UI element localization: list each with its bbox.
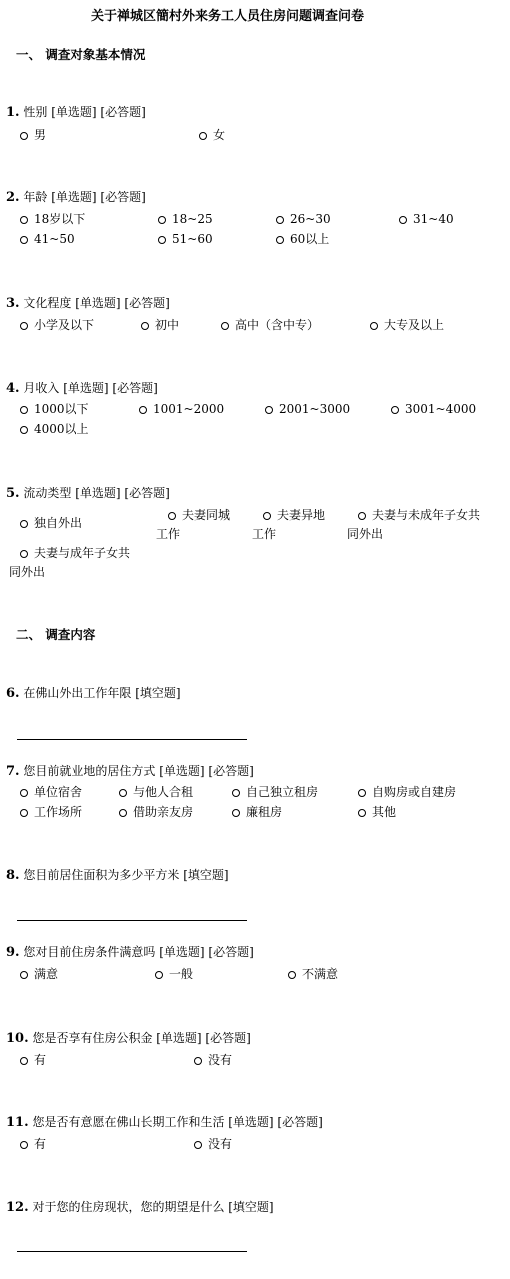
question-number: 2. xyxy=(6,190,20,205)
q2-option-2[interactable]: 18~25 xyxy=(158,212,213,226)
question-text: 您目前就业地的居住方式 [单选题] [必答题] xyxy=(19,764,254,778)
q5-option-minor-children-cont: 同外出 xyxy=(347,527,384,541)
radio-icon xyxy=(20,971,28,979)
radio-icon xyxy=(232,789,240,797)
question-text: 您目前居住面积为多少平方米 [填空题] xyxy=(19,868,229,882)
radio-icon xyxy=(20,520,28,528)
q7-option-2[interactable]: 与他人合租 xyxy=(119,785,193,799)
question-7 xyxy=(6,764,254,779)
q7-option-5[interactable]: 工作场所 xyxy=(20,805,82,819)
q5-option-adult-children-cont: 同外出 xyxy=(9,565,46,579)
question-11 xyxy=(6,1115,323,1130)
q6-answer-line[interactable] xyxy=(17,739,247,740)
q5-option-minor-children[interactable]: 夫妻与未成年子女共 xyxy=(358,508,480,522)
q4-option-2[interactable]: 1001~2000 xyxy=(139,402,224,416)
question-text: 对于您的住房现状，您的期望是什么 [填空题] xyxy=(28,1200,274,1214)
q2-option-5[interactable]: 41~50 xyxy=(20,232,75,246)
q7-option-8[interactable]: 其他 xyxy=(358,805,396,819)
radio-icon xyxy=(168,512,176,520)
q5-option-couple-diff-city-cont: 工作 xyxy=(252,527,277,541)
q5-option-alone[interactable]: 独自外出 xyxy=(20,516,82,530)
question-10 xyxy=(6,1031,251,1046)
radio-icon xyxy=(232,809,240,817)
question-text: 您是否有意愿在佛山长期工作和生活 [单选题] [必答题] xyxy=(28,1115,323,1129)
q3-option-1[interactable]: 小学及以下 xyxy=(20,318,94,332)
q7-option-3[interactable]: 自己独立租房 xyxy=(232,785,318,799)
radio-icon xyxy=(158,236,166,244)
q5-option-couple-same-city[interactable]: 夫妻同城 xyxy=(168,508,230,522)
q1-option-female[interactable]: 女 xyxy=(199,128,225,142)
question-number: 3. xyxy=(6,296,20,311)
question-number: 5. xyxy=(6,486,20,501)
q3-option-3[interactable]: 高中（含中专） xyxy=(221,318,319,332)
radio-icon xyxy=(141,322,149,330)
radio-icon xyxy=(399,216,407,224)
radio-icon xyxy=(20,550,28,558)
radio-icon xyxy=(276,216,284,224)
q9-option-2[interactable]: 一般 xyxy=(155,967,193,981)
question-text: 您对目前住房条件满意吗 [单选题] [必答题] xyxy=(19,945,254,959)
q12-answer-line[interactable] xyxy=(17,1251,247,1252)
radio-icon xyxy=(119,789,127,797)
q7-option-6[interactable]: 借助亲友房 xyxy=(119,805,193,819)
question-1 xyxy=(6,105,146,120)
q7-option-7[interactable]: 廉租房 xyxy=(232,805,282,819)
radio-icon xyxy=(20,1057,28,1065)
question-8 xyxy=(6,868,229,883)
question-9 xyxy=(6,945,254,960)
question-6 xyxy=(6,686,181,701)
q8-answer-line[interactable] xyxy=(17,920,247,921)
radio-icon xyxy=(20,322,28,330)
radio-icon xyxy=(20,426,28,434)
q5-option-couple-diff-city[interactable]: 夫妻异地 xyxy=(263,508,325,522)
question-text: 流动类型 [单选题] [必答题] xyxy=(19,486,170,500)
question-text: 您是否享有住房公积金 [单选题] [必答题] xyxy=(28,1031,251,1045)
question-number: 7. xyxy=(6,764,20,779)
radio-icon xyxy=(194,1057,202,1065)
question-number: 9. xyxy=(6,945,20,960)
radio-icon xyxy=(194,1141,202,1149)
radio-icon xyxy=(155,971,163,979)
radio-icon xyxy=(20,236,28,244)
question-number: 11. xyxy=(6,1115,29,1130)
question-3 xyxy=(6,296,170,311)
q9-option-1[interactable]: 满意 xyxy=(20,967,58,981)
radio-icon xyxy=(20,216,28,224)
q5-option-couple-same-city-cont: 工作 xyxy=(156,527,181,541)
radio-icon xyxy=(20,406,28,414)
q4-option-4[interactable]: 3001~4000 xyxy=(391,402,476,416)
question-number: 1. xyxy=(6,105,20,120)
radio-icon xyxy=(20,132,28,140)
survey-title: 关于禅城区簡村外来务工人员住房问题调查问卷 xyxy=(91,9,365,24)
question-number: 12. xyxy=(6,1200,29,1215)
q11-option-no[interactable]: 没有 xyxy=(194,1137,232,1151)
q1-option-male[interactable]: 男 xyxy=(20,128,46,142)
question-number: 4. xyxy=(6,381,20,396)
question-4 xyxy=(6,381,158,396)
radio-icon xyxy=(221,322,229,330)
radio-icon xyxy=(288,971,296,979)
radio-icon xyxy=(276,236,284,244)
radio-icon xyxy=(158,216,166,224)
radio-icon xyxy=(370,322,378,330)
q4-option-1[interactable]: 1000以下 xyxy=(20,402,89,416)
q3-option-2[interactable]: 初中 xyxy=(141,318,179,332)
radio-icon xyxy=(20,809,28,817)
q3-option-4[interactable]: 大专及以上 xyxy=(370,318,444,332)
question-number: 8. xyxy=(6,868,20,883)
q7-option-1[interactable]: 单位宿舍 xyxy=(20,785,82,799)
section-2-heading: 二、 调查内容 xyxy=(16,627,96,642)
question-text: 文化程度 [单选题] [必答题] xyxy=(19,296,170,310)
q9-option-3[interactable]: 不满意 xyxy=(288,967,338,981)
radio-icon xyxy=(358,512,366,520)
question-12 xyxy=(6,1200,274,1215)
question-number: 10. xyxy=(6,1031,29,1046)
radio-icon xyxy=(263,512,271,520)
radio-icon xyxy=(119,809,127,817)
radio-icon xyxy=(20,1141,28,1149)
q11-option-yes[interactable]: 有 xyxy=(20,1137,46,1151)
q4-option-3[interactable]: 2001~3000 xyxy=(265,402,350,416)
q2-option-6[interactable]: 51~60 xyxy=(158,232,213,246)
section-1-heading: 一、 调查对象基本情况 xyxy=(16,47,146,62)
q10-option-yes[interactable]: 有 xyxy=(20,1053,46,1067)
question-text: 年龄 [单选题] [必答题] xyxy=(19,190,146,204)
q4-option-5[interactable]: 4000以上 xyxy=(20,422,89,436)
radio-icon xyxy=(20,789,28,797)
radio-icon xyxy=(199,132,207,140)
q10-option-no[interactable]: 没有 xyxy=(194,1053,232,1067)
q2-option-4[interactable]: 31~40 xyxy=(399,212,454,226)
question-text: 性别 [单选题] [必答题] xyxy=(19,105,146,119)
radio-icon xyxy=(358,809,366,817)
question-text: 月收入 [单选题] [必答题] xyxy=(19,381,158,395)
radio-icon xyxy=(265,406,273,414)
question-2 xyxy=(6,190,146,205)
q2-option-7[interactable]: 60以上 xyxy=(276,232,329,246)
q2-option-3[interactable]: 26~30 xyxy=(276,212,331,226)
question-number: 6. xyxy=(6,686,20,701)
question-text: 在佛山外出工作年限 [填空题] xyxy=(19,686,181,700)
question-5 xyxy=(6,486,170,501)
radio-icon xyxy=(358,789,366,797)
radio-icon xyxy=(391,406,399,414)
q7-option-4[interactable]: 自购房或自建房 xyxy=(358,785,456,799)
q2-option-1[interactable]: 18岁以下 xyxy=(20,212,85,226)
q5-option-adult-children[interactable]: 夫妻与成年子女共 xyxy=(20,546,130,560)
radio-icon xyxy=(139,406,147,414)
